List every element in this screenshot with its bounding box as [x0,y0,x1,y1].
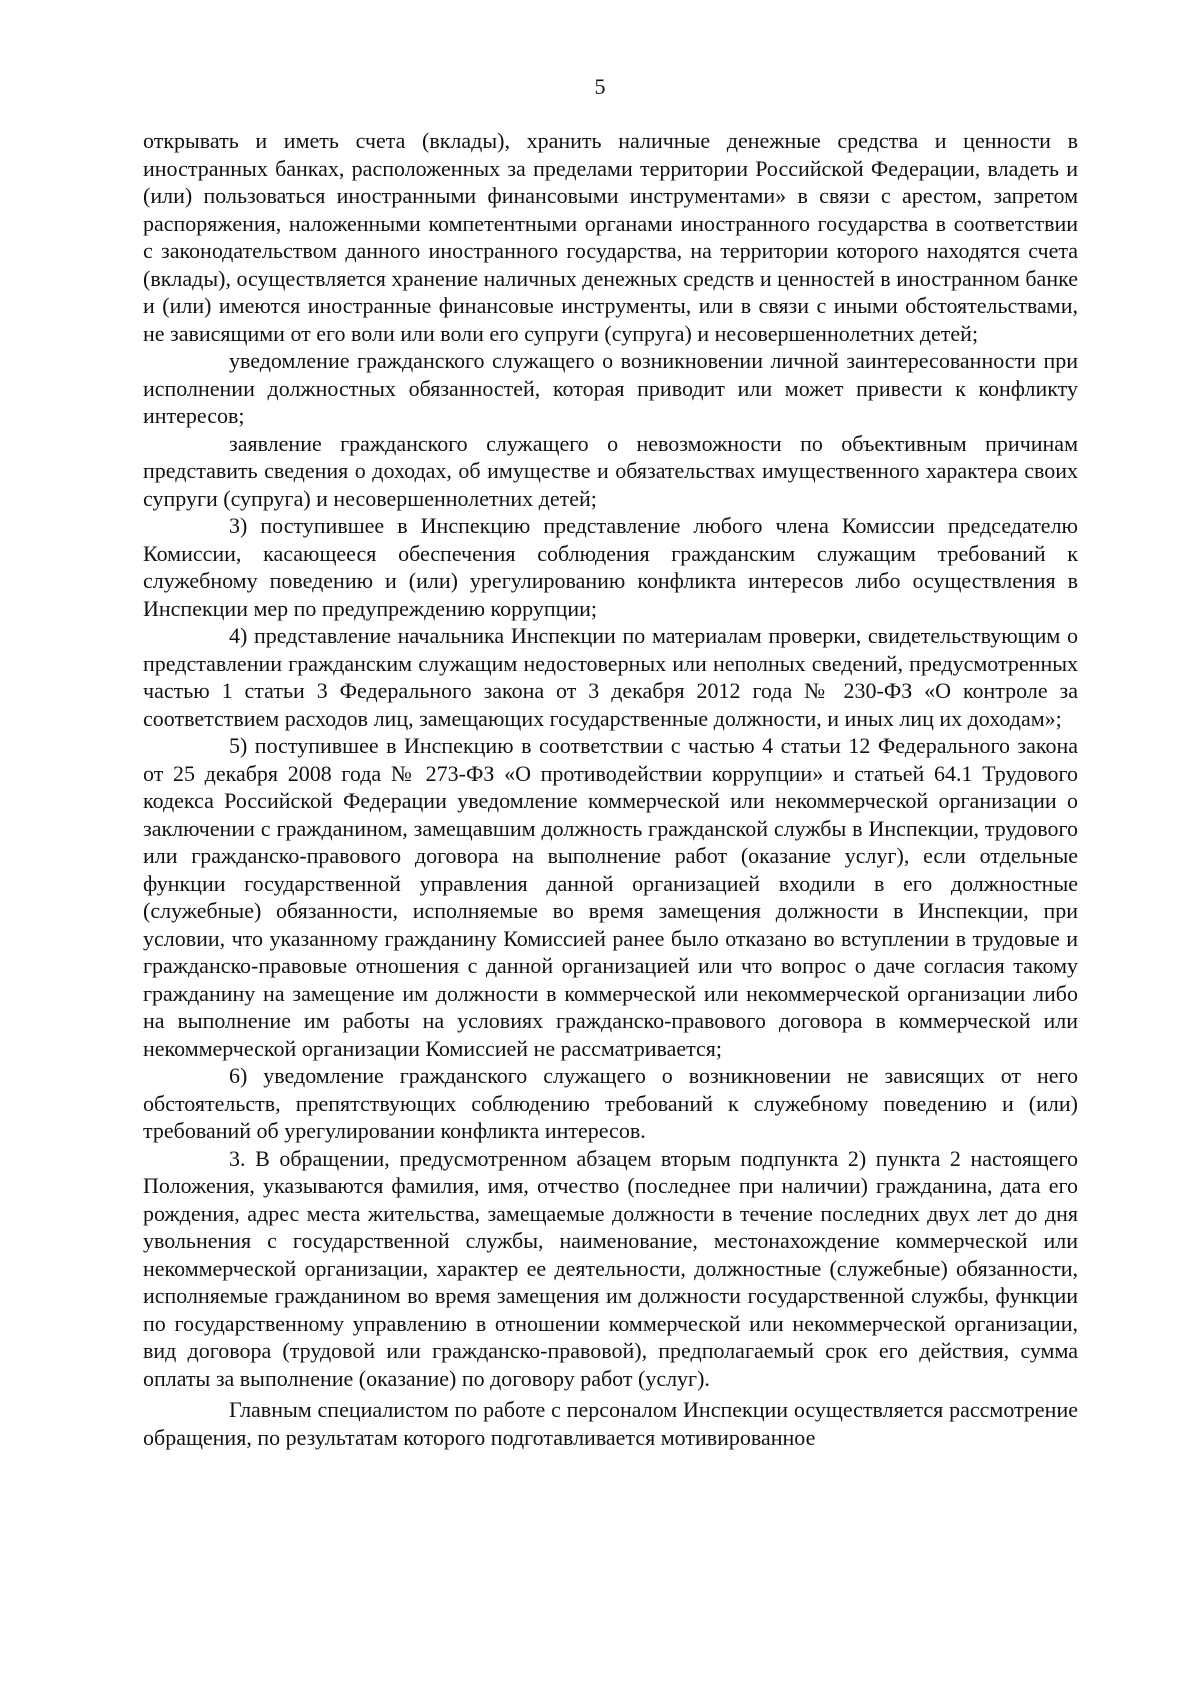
paragraph-review-procedure: Главным специалистом по работе с персоналом Инспекции осуществляется рассмотрение обращения, по результатам которого подготавливается мотивированное [143,1397,1078,1450]
document-body [143,127,1078,1451]
paragraph-continuation: открывать и иметь счета (вклады), хранить наличные денежные средства и ценности в иностранных банках, расположенных за пределами территории Российской Федерации, владеть и (или) пользоваться иностранными финансовыми инструментами» в связи с арестом, запретом распоряжения, наложенными компетентными органами иностранного государства в соответствии с законодательством данного иностранного государства, на территории которого находятся счета (вклады), осуществляется хранение наличных денежных средств и ценностей в иностранном банке и (или) имеются иностранные финансовые инструменты, или в связи с иными обстоятельствами, не зависящими от его воли или воли его супруги (супруга) и несовершеннолетних детей; [143,128,1078,346]
paragraph-item-4: 4) представление начальника Инспекции по материалам проверки, свидетельствующим о представлении гражданским служащим недостоверных или неполных сведений, предусмотренных частью 1 статьи 3 Федерального закона от 3 декабря 2012 года № 230-ФЗ «О контроле за соответствием расходов лиц, замещающих государственные должности, и иных лиц их доходам»; [143,623,1078,731]
paragraph-item-5: 5) поступившее в Инспекцию в соответствии с частью 4 статьи 12 Федерального закона от 25 декабря 2008 года № 273-ФЗ «О противодействии коррупции» и статьей 64.1 Трудового кодекса Российской Федерации уведомление коммерческой или некоммерческой организации о заключении с гражданином, замещавшим должность гражданской службы в Инспекции, трудового или гражданско-правового договора на выполнение работ (оказание услуг), если отдельные функции государственной управления данной организацией входили в его должностные (служебные) обязанности, исполняемые во время замещения должности в Инспекции, при условии, что указанному гражданину Комиссией ранее было отказано во вступлении в трудовые и гражданско-правовые отношения с данной организацией или что вопрос о даче согласия такому гражданину на замещение им должности в коммерческой или некоммерческой организации либо на выполнение им работы на условиях гражданско-правового договора в коммерческой или некоммерческой организации Комиссией не рассматривается; [143,733,1078,1061]
paragraph-item-6: 6) уведомление гражданского служащего о возникновении не зависящих от него обстоятельств, препятствующих соблюдению требований к служебному поведению и (или) требований об урегулировании конфликта интересов. [143,1063,1078,1143]
paragraph-personal-interest-notice: уведомление гражданского служащего о возникновении личной заинтересованности при исполнении должностных обязанностей, которая приводит или может привести к конфликту интересов; [143,348,1078,428]
paragraph-income-statement-application: заявление гражданского служащего о невозможности по объективным причинам представить сведения о доходах, об имуществе и обязательствах имущественного характера своих супруги (супруга) и несовершеннолетних детей; [143,430,1078,511]
page-number: 5 [594,74,606,99]
paragraph-item-3: 3) поступившее в Инспекцию представление любого члена Комиссии председателю Комиссии, касающееся обеспечения соблюдения гражданским служащим требований к служебному поведению и (или) урегулированию конфликта интересов либо осуществления в Инспекции мер по предупреждению коррупции; [143,513,1078,621]
paragraph-section-3: 3. В обращении, предусмотренном абзацем вторым подпункта 2) пункта 2 настоящего Положения, указываются фамилия, имя, отчество (последнее при наличии) гражданина, дата его рождения, адрес места жительства, замещаемые должности в течение последних двух лет до дня увольнения с государственной службы, наименование, местонахождение коммерческой или некоммерческой организации, характер ее деятельности, должностные (служебные) обязанности, исполняемые гражданином во время замещения им должности государственной службы, функции по государственному управлению в отношении коммерческой или некоммерческой организации, вид договора (трудовой или гражданско-правовой), предполагаемый срок его действия, сумма оплаты за выполнение (оказание) по договору работ (услуг). [143,1145,1078,1391]
